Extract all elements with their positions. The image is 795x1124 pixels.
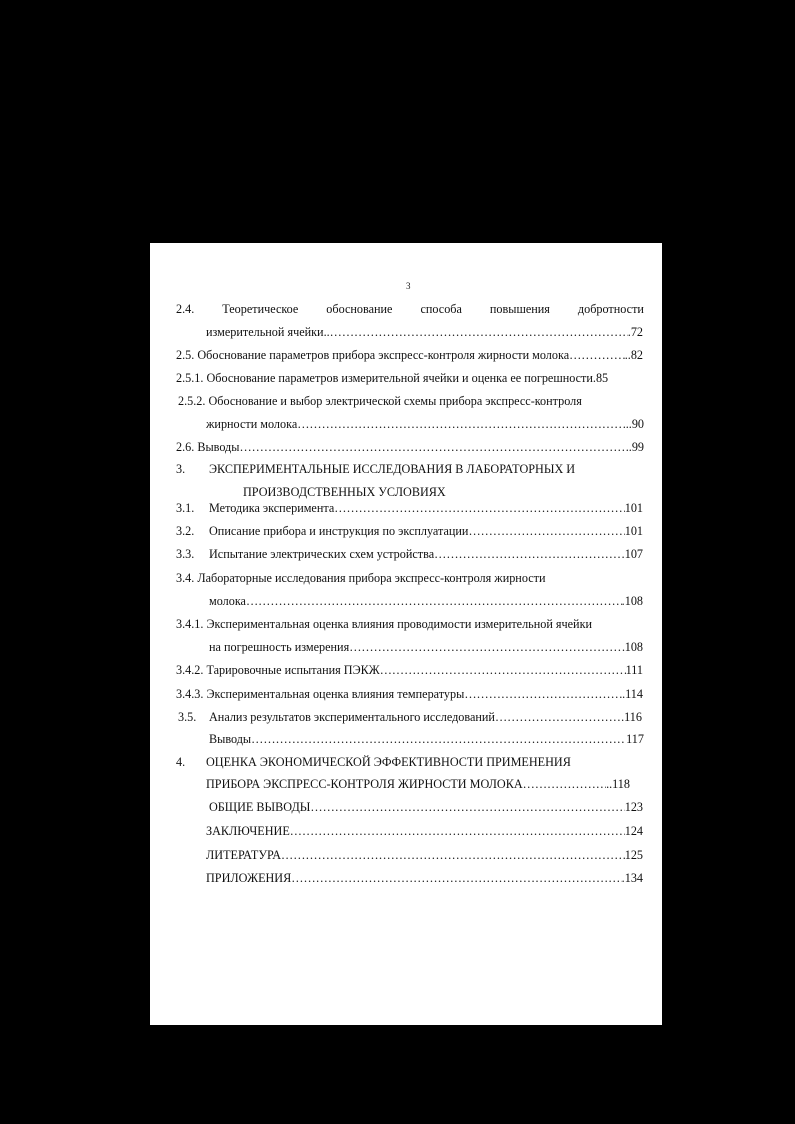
- toc-leader: [569, 348, 625, 363]
- toc-entry-3-5: [209, 710, 642, 725]
- toc-entry-conclusions-3: [209, 732, 644, 747]
- toc-leader: [495, 710, 621, 725]
- toc-leader: [349, 640, 625, 655]
- toc-entry-3-4-2: [176, 663, 643, 678]
- toc-title: жирности молока: [206, 417, 298, 431]
- toc-entry-3-line2: ПРОИЗВОДСТВЕННЫХ УСЛОВИЯХ: [243, 485, 446, 499]
- toc-page: 117: [626, 732, 644, 746]
- toc-word: способа: [420, 302, 462, 316]
- toc-title: Методика эксперимента: [209, 501, 335, 515]
- toc-title: молока: [209, 594, 246, 608]
- toc-page: ..90: [625, 417, 644, 431]
- toc-title: 2.6. Выводы: [176, 440, 240, 454]
- toc-title: 2.5. Обоснование параметров прибора экспресс-контроля жирности молока: [176, 348, 570, 362]
- toc-title: 3.4.2. Тарировочные испытания ПЭКЖ: [176, 663, 380, 677]
- toc-title: ЛИТЕРАТУРА: [206, 848, 281, 862]
- toc-leader: [251, 732, 626, 747]
- toc-leader: [464, 687, 622, 702]
- toc-page: 101: [624, 501, 643, 515]
- toc-entry-3-4-line2: [209, 594, 643, 609]
- toc-entry-3-1: [209, 501, 643, 516]
- toc-page: .116: [621, 710, 642, 724]
- toc-leader: [434, 547, 625, 562]
- toc-leader: [290, 824, 625, 839]
- toc-entry-3-4-3: [176, 687, 643, 702]
- toc-number-3: 3.: [176, 462, 186, 476]
- toc-leader: [468, 524, 624, 539]
- toc-number-3-5: 3.5.: [178, 710, 197, 724]
- toc-entry-2-5-2-line1: 2.5.2. Обоснование и выбор электрической схемы прибора экспресс-контроля: [178, 394, 582, 408]
- toc-title: 3.4.3. Экспериментальная оценка влияния температуры: [176, 687, 465, 701]
- toc-entry-appendices: [206, 871, 643, 886]
- toc-leader: [297, 417, 625, 432]
- toc-leader: [334, 501, 624, 516]
- toc-page: .114: [622, 687, 643, 701]
- toc-title: Испытание электрических схем устройства: [209, 547, 435, 561]
- toc-word: обоснование: [326, 302, 393, 316]
- toc-page: 123: [624, 800, 643, 814]
- toc-number-3-1: 3.1.: [176, 501, 195, 515]
- toc-entry-2-4-line1: [176, 302, 644, 317]
- toc-page: .134: [621, 871, 643, 885]
- toc-entry-3-line1: ЭКСПЕРИМЕНТАЛЬНЫЕ ИССЛЕДОВАНИЯ В ЛАБОРАТОРНЫХ И: [209, 462, 576, 476]
- toc-number-4: 4.: [176, 755, 186, 769]
- toc-leader: [310, 800, 624, 815]
- toc-leader: [281, 848, 625, 863]
- toc-entry-3-4-1-line2: [209, 640, 643, 655]
- toc-entry-3-2: [209, 524, 643, 539]
- toc-title: ЗАКЛЮЧЕНИЕ: [206, 824, 290, 838]
- toc-entry-2-4-line2: [206, 325, 643, 340]
- toc-title: Анализ результатов экспериментального исследований: [209, 710, 495, 724]
- toc-entry-conclusion: [206, 824, 643, 839]
- toc-leader: [523, 777, 606, 792]
- toc-title: Выводы: [209, 732, 252, 746]
- toc-page: 107: [624, 547, 643, 561]
- toc-entry-3-3: [209, 547, 643, 562]
- toc-entry-references: [206, 848, 643, 863]
- toc-leader: [246, 594, 622, 609]
- toc-title: Описание прибора и инструкция по эксплуатации: [209, 524, 469, 538]
- toc-leader: [291, 871, 621, 886]
- toc-page: .72: [627, 325, 643, 339]
- toc-entry-3-4-1-line1: 3.4.1. Экспериментальная оценка влияния проводимости измерительной ячейки: [176, 617, 593, 631]
- toc-entry-2-5-2-line2: [206, 417, 644, 432]
- page-number: 3: [406, 281, 411, 291]
- toc-page: 111: [625, 663, 643, 677]
- toc-entry-4-line2: [206, 777, 630, 792]
- toc-word: повышения: [489, 302, 550, 316]
- toc-word: Теоретическое: [222, 302, 299, 316]
- toc-title: ОБЩИЕ ВЫВОДЫ: [209, 800, 311, 814]
- toc-number: 2.4.: [176, 302, 195, 316]
- toc-page: ..99: [625, 440, 644, 454]
- toc-number-3-2: 3.2.: [176, 524, 195, 538]
- toc-page: ..118: [606, 777, 630, 791]
- toc-entry-2-5-1: 2.5.1. Обоснование параметров измерительной ячейки и оценка ее погрешности.85: [176, 371, 609, 385]
- toc-page: 108: [624, 640, 643, 654]
- toc-entry-3-4-line1: 3.4. Лабораторные исследования прибора экспресс-контроля жирности: [176, 571, 546, 585]
- toc-word: добротности: [577, 302, 644, 316]
- toc-entry-2-6: [176, 440, 644, 455]
- toc-title: ПРИЛОЖЕНИЯ: [206, 871, 292, 885]
- toc-title: на погрешность измерения: [209, 640, 350, 654]
- toc-leader: [380, 663, 626, 678]
- toc-page: ..82: [624, 348, 643, 362]
- toc-number-3-3: 3.3.: [176, 547, 195, 561]
- toc-leader: [330, 325, 628, 340]
- toc-page: 124: [624, 824, 643, 838]
- toc-entry-4-line1: ОЦЕНКА ЭКОНОМИЧЕСКОЙ ЭФФЕКТИВНОСТИ ПРИМЕНЕНИЯ: [206, 755, 571, 769]
- toc-leader: [239, 440, 625, 455]
- toc-entry-general-conclusions: [209, 800, 643, 815]
- toc-page: 125: [624, 848, 643, 862]
- toc-page: 101: [624, 524, 643, 538]
- toc-title: ПРИБОРА ЭКСПРЕСС-КОНТРОЛЯ ЖИРНОСТИ МОЛОКА: [206, 777, 523, 791]
- toc-page: .108: [621, 594, 643, 608]
- toc-entry-2-5: [176, 348, 643, 363]
- toc-title: измерительной ячейки..: [206, 325, 330, 339]
